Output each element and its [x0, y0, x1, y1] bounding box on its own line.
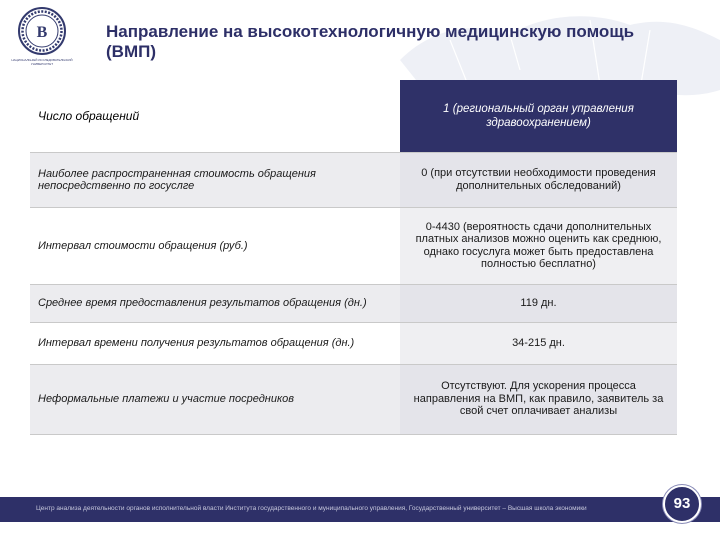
vmp-info-table	[30, 80, 677, 435]
page-title: Направление на высокотехнологичную медицинскую помощь (ВМП)	[106, 22, 635, 61]
row-label: Наиболее распространенная стоимость обращения непосредственно по госуслге	[30, 152, 400, 207]
table-row	[30, 152, 677, 207]
row-label: Интервал стоимости обращения (руб.)	[30, 207, 400, 284]
row-value: 0-4430 (вероятность сдачи дополнительных платных анализов можно оценить как среднюю, однако госуслуга может быть предоставлена полностью бесплатно)	[400, 207, 677, 284]
logo-emblem-icon	[17, 6, 67, 56]
footer-bar	[0, 497, 720, 522]
table-row	[30, 284, 677, 322]
table-row	[30, 80, 677, 152]
row-value: 0 (при отсутствии необходимости проведения дополнительных обследований)	[400, 152, 677, 207]
row-label: Число обращений	[30, 80, 400, 152]
table-row	[30, 364, 677, 434]
university-logo	[10, 6, 74, 72]
row-label: Среднее время предоставления результатов обращения (дн.)	[30, 284, 400, 322]
row-value: 1 (региональный орган управления здравоохранением)	[400, 80, 677, 152]
row-label: Интервал времени получения результатов обращения (дн.)	[30, 322, 400, 364]
footer-text: Центр анализа деятельности органов исполнительной власти Института государственного и муниципального управления, Государственный университет – Высшая школа экономики	[36, 505, 587, 512]
table-row	[30, 322, 677, 364]
row-value: 119 дн.	[400, 284, 677, 322]
logo-caption: НАЦИОНАЛЬНЫЙ ИССЛЕДОВАТЕЛЬСКИЙ УНИВЕРСИТЕТ	[11, 58, 73, 66]
svg-text:В: В	[36, 24, 48, 41]
row-value: 34-215 дн.	[400, 322, 677, 364]
table-row	[30, 207, 677, 284]
row-label: Неформальные платежи и участие посредников	[30, 364, 400, 434]
page-number-badge: 93	[663, 485, 701, 523]
row-value: Отсутствуют. Для ускорения процесса направления на ВМП, как правило, заявитель за свой счет оплачивает анализы	[400, 364, 677, 434]
